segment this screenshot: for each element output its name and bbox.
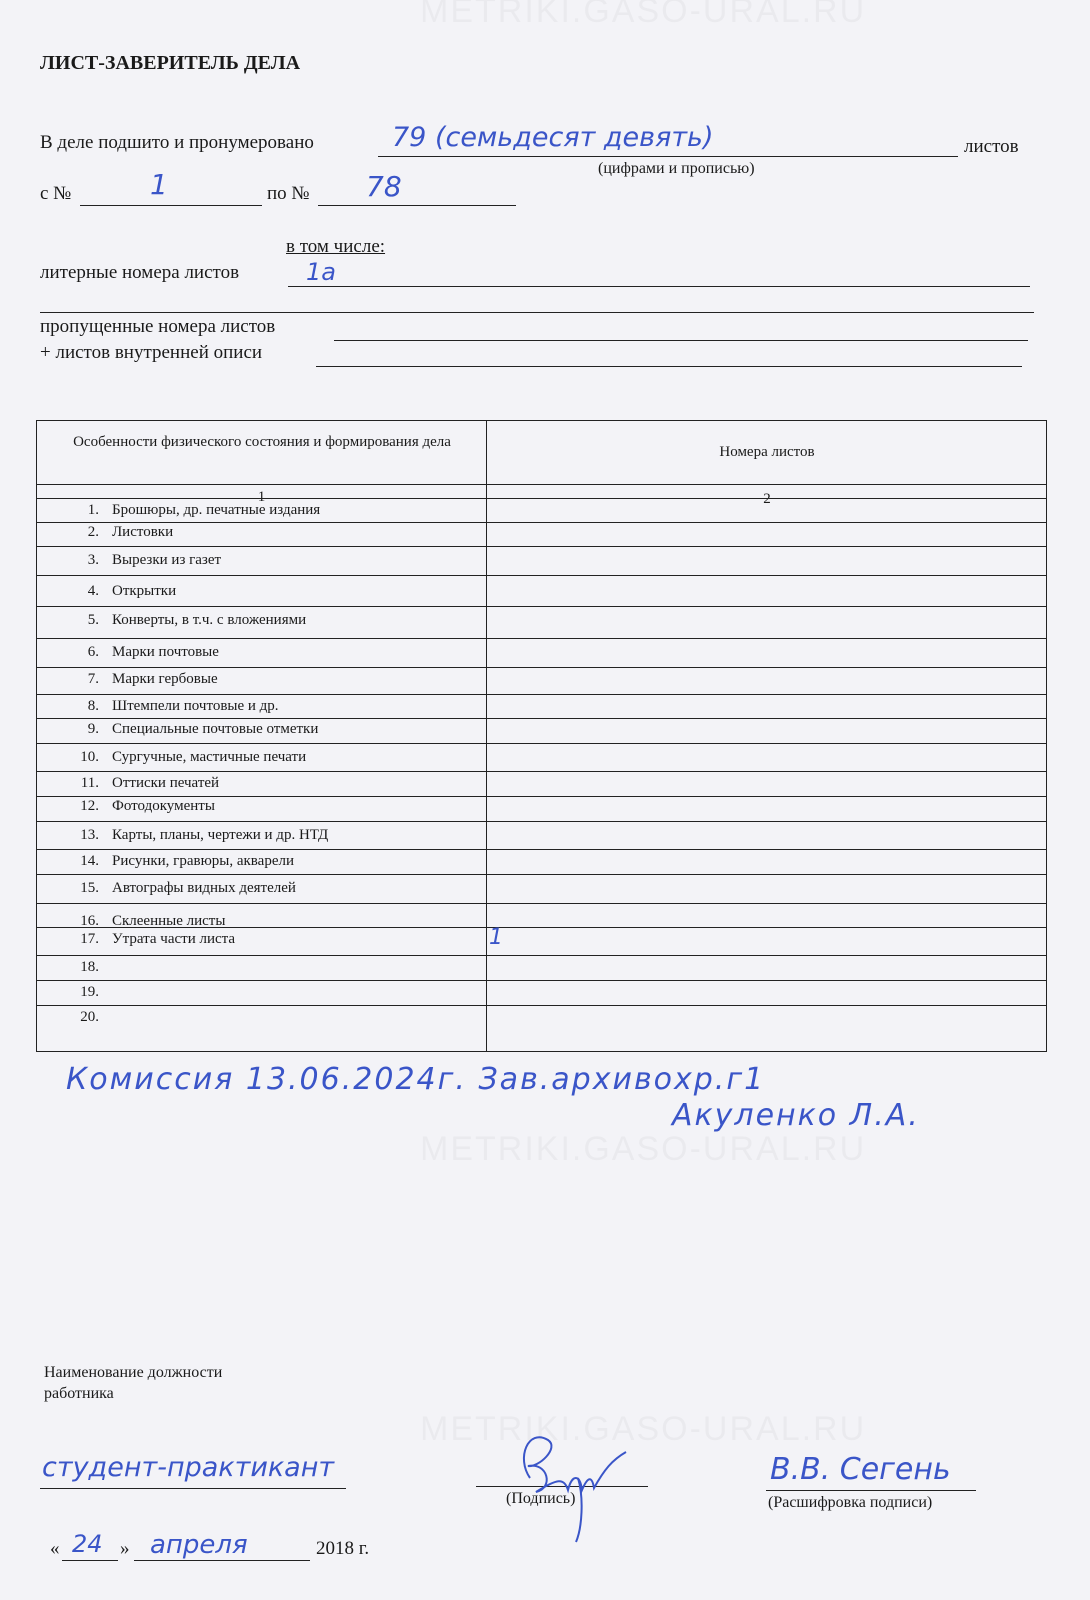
- decoding-value: В.В. Сегень: [770, 1452, 951, 1487]
- row-divider: [37, 903, 1046, 904]
- row-divider: [37, 771, 1046, 772]
- date-month: апреля: [150, 1530, 248, 1560]
- row-feature: Брошюры, др. печатные издания: [112, 502, 321, 518]
- row-feature: Сургучные, мастичные печати: [112, 749, 307, 765]
- row-feature: Конверты, в т.ч. с вложениями: [112, 612, 307, 628]
- header-divider: [37, 484, 1046, 485]
- row-number: 12.: [80, 798, 99, 814]
- day-line: [62, 1560, 118, 1561]
- sewn-label: В деле подшито и пронумеровано: [40, 132, 314, 153]
- to-value: 78: [366, 170, 402, 203]
- features-table: [36, 420, 1047, 1052]
- digits-words-caption: (цифрами и прописью): [598, 160, 755, 177]
- row-divider: [37, 606, 1046, 607]
- row-number: 2.: [87, 524, 99, 540]
- row-feature: Рисунки, гравюры, акварели: [112, 853, 295, 869]
- decoding-line: [766, 1490, 976, 1491]
- row-feature: Вырезки из газет: [112, 552, 222, 568]
- row-divider: [37, 718, 1046, 719]
- row-divider: [37, 498, 1046, 499]
- date-day: 24: [72, 1530, 103, 1558]
- month-line: [134, 1560, 310, 1561]
- row-number: 14.: [80, 853, 99, 869]
- row-number: 19.: [80, 984, 99, 1000]
- row-number: 7.: [87, 671, 99, 687]
- position-label-2: работника: [44, 1385, 114, 1402]
- inner-inventory-label: + листов внутренней описи: [40, 342, 263, 363]
- row-divider: [37, 980, 1046, 981]
- date-year: 2018 г.: [316, 1538, 370, 1559]
- row-divider: [37, 849, 1046, 850]
- decoding-caption: (Расшифровка подписи): [768, 1494, 933, 1511]
- from-label: с №: [40, 183, 72, 204]
- row-number: 1.: [87, 502, 99, 518]
- row-feature: Склеенные листы: [112, 913, 226, 929]
- missing-numbers-label: пропущенные номера листов: [40, 316, 276, 337]
- letter-numbers-label: литерные номера листов: [40, 262, 240, 283]
- row-number: 18.: [80, 959, 99, 975]
- row-divider: [37, 575, 1046, 576]
- letter-numbers-value: 1а: [306, 258, 336, 286]
- to-line: [318, 205, 516, 206]
- row-number: 17.: [80, 931, 99, 947]
- row-divider: [37, 638, 1046, 639]
- row-number: 20.: [80, 1009, 99, 1025]
- col1-number: 1: [257, 489, 266, 505]
- row-number: 8.: [87, 698, 99, 714]
- row-divider: [37, 667, 1046, 668]
- watermark: [420, 0, 866, 31]
- row-divider: [37, 821, 1046, 822]
- from-value: 1: [150, 168, 168, 201]
- col1-header: Особенности физического состояния и формирования дела: [73, 434, 451, 450]
- row-number: 13.: [80, 827, 99, 843]
- position-line: [40, 1488, 346, 1489]
- row-divider: [37, 546, 1046, 547]
- row-feature: Карты, планы, чертежи и др. НТД: [112, 827, 329, 843]
- row-number: 5.: [87, 612, 99, 628]
- to-label: по №: [267, 183, 310, 204]
- watermark: [420, 1130, 866, 1169]
- row-divider: [37, 743, 1046, 744]
- row-divider: [37, 927, 1046, 928]
- sheets-count-line: [378, 156, 958, 157]
- signature-scribble: [508, 1418, 648, 1548]
- row-divider: [37, 955, 1046, 956]
- row-feature: Утрата части листа: [112, 931, 236, 947]
- row-number: 3.: [87, 552, 99, 568]
- row-divider: [37, 522, 1046, 523]
- col2-number: 2: [763, 491, 771, 507]
- row-feature: Марки гербовые: [112, 671, 218, 687]
- row-divider: [37, 694, 1046, 695]
- letter-numbers-line: [288, 286, 1030, 287]
- row-number: 16.: [80, 913, 99, 929]
- date-close-quote: »: [120, 1538, 130, 1559]
- including-label: в том числе:: [286, 236, 386, 257]
- row-number: 10.: [80, 749, 99, 765]
- row-number: 11.: [80, 775, 99, 791]
- row-divider: [37, 1005, 1046, 1006]
- sheets-count-handwritten: 79 (семьдесят девять): [392, 122, 714, 153]
- row-number: 4.: [87, 583, 99, 599]
- inner-inventory-line: [316, 366, 1022, 367]
- position-value: студент-практикант: [42, 1452, 335, 1483]
- commission-note-line1: Комиссия 13.06.2024г. Зав.архивохр.г1: [66, 1062, 766, 1097]
- row-sheet-numbers: 1: [489, 925, 503, 950]
- row-number: 6.: [87, 644, 99, 660]
- row-feature: Автографы видных деятелей: [112, 880, 296, 896]
- row-number: 15.: [80, 880, 99, 896]
- document-title: ЛИСТ-ЗАВЕРИТЕЛЬ ДЕЛА: [40, 52, 301, 74]
- signature-caption: (Подпись): [506, 1490, 576, 1507]
- date-open-quote: «: [50, 1538, 60, 1559]
- row-feature: Специальные почтовые отметки: [112, 721, 319, 737]
- commission-note-line2: Акуленко Л.А.: [672, 1098, 920, 1133]
- col2-header: Номера листов: [719, 444, 815, 460]
- from-line: [80, 205, 262, 206]
- row-divider: [37, 874, 1046, 875]
- extra-line: [40, 312, 1034, 313]
- row-feature: Марки почтовые: [112, 644, 219, 660]
- row-feature: Листовки: [112, 524, 174, 540]
- row-divider: [37, 796, 1046, 797]
- row-feature: Штемпели почтовые и др.: [112, 698, 279, 714]
- row-feature: Оттиски печатей: [112, 775, 220, 791]
- missing-numbers-line: [334, 340, 1028, 341]
- row-feature: Открытки: [112, 583, 177, 599]
- sheets-suffix: листов: [964, 136, 1019, 157]
- column-divider: [486, 421, 487, 1051]
- row-number: 9.: [87, 721, 99, 737]
- row-feature: Фотодокументы: [112, 798, 215, 814]
- position-label-1: Наименование должности: [44, 1364, 223, 1381]
